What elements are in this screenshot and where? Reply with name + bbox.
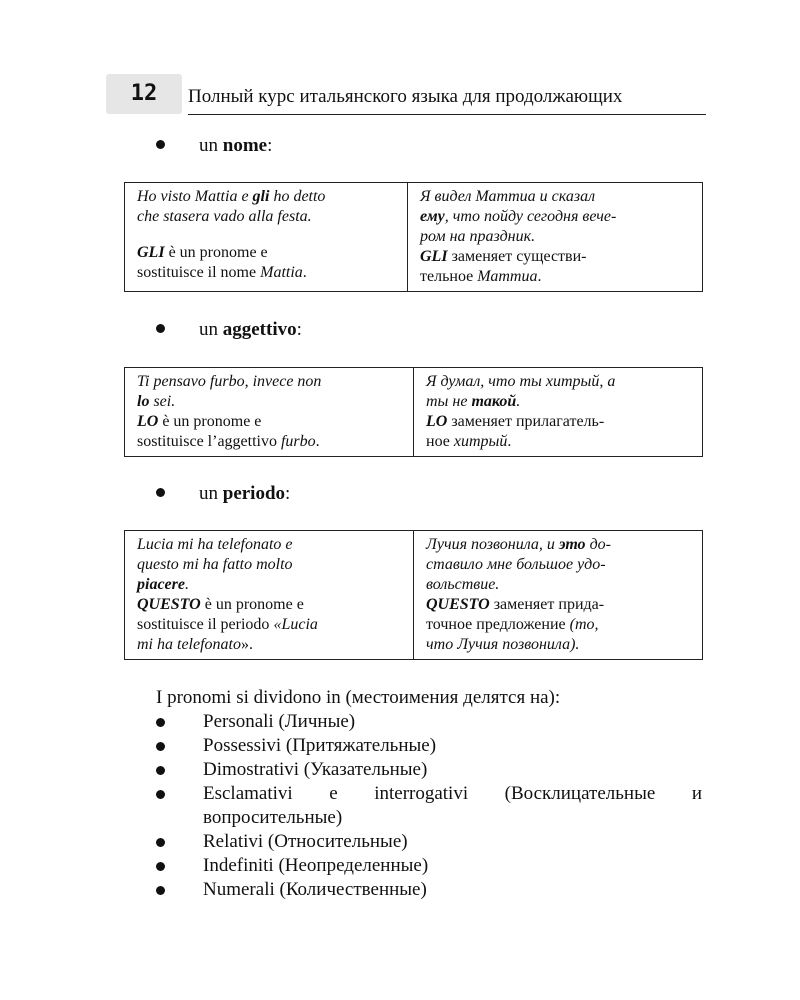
italian-cell xyxy=(125,368,414,457)
russian-line: тельное Маттиа. xyxy=(420,268,542,285)
bullet-icon xyxy=(156,838,165,847)
list-item: Dimostrativi (Указательные) xyxy=(156,758,702,782)
section-label-periodo: un periodo: xyxy=(156,482,290,506)
running-title: Полный курс итальянского языка для продолжающих xyxy=(188,84,706,115)
bullet-icon xyxy=(156,140,165,149)
list-item: Personali (Личные) xyxy=(156,710,702,734)
pronoun-types-list xyxy=(156,710,702,902)
russian-line: GLI заменяет существи- xyxy=(420,248,587,265)
italian-line: LO è un pronome e xyxy=(137,413,262,430)
list-item: Indefiniti (Неопределенные) xyxy=(156,854,702,878)
list-item: Relativi (Относительные) xyxy=(156,830,702,854)
bullet-icon xyxy=(156,862,165,871)
italian-line: Ti pensavo furbo, invece non xyxy=(137,373,322,390)
bullet-icon xyxy=(156,886,165,895)
bullet-icon xyxy=(156,324,165,333)
italian-line: QUESTO è un pronome e xyxy=(137,596,304,613)
example-table-aggettivo xyxy=(124,367,703,457)
russian-cell xyxy=(408,183,703,292)
russian-line: Я видел Маттиа и сказал xyxy=(420,188,596,205)
russian-line: точное предложение (то, xyxy=(426,616,599,633)
russian-cell xyxy=(414,368,703,457)
bullet-icon xyxy=(156,742,165,751)
russian-cell xyxy=(414,531,703,660)
italian-line: che stasera vado alla festa. xyxy=(137,208,312,225)
russian-line: ему, что пойду сегодня вече- xyxy=(420,208,617,225)
bullet-icon xyxy=(156,488,165,497)
list-item: Numerali (Количественные) xyxy=(156,878,702,902)
italian-line: piacere. xyxy=(137,576,189,593)
italian-line: GLI è un pronome e xyxy=(137,244,268,261)
russian-line: ставило мне большое удо- xyxy=(426,556,606,573)
section-label-nome: un nome: xyxy=(156,134,272,158)
page-header xyxy=(106,74,706,114)
italian-cell xyxy=(125,183,408,292)
example-table-nome xyxy=(124,182,703,292)
example-table-periodo xyxy=(124,530,703,660)
section-label-aggettivo: un aggettivo: xyxy=(156,318,302,342)
italian-line: mi ha telefonato». xyxy=(137,636,253,653)
italian-line: sostituisce l’aggettivo furbo. xyxy=(137,433,320,450)
list-item: Esclamativi e interrogativi (Восклицательные и вопросительные) xyxy=(156,782,702,830)
italian-line: sostituisce il nome Mattia. xyxy=(137,264,307,281)
russian-line: LO заменяет прилагатель- xyxy=(426,413,605,430)
russian-line: ром на праздник. xyxy=(420,228,536,245)
page-number: 12 xyxy=(106,74,182,114)
list-item: Possessivi (Притяжательные) xyxy=(156,734,702,758)
russian-line: ное хитрый. xyxy=(426,433,512,450)
italian-line: Lucia mi ha telefonato e xyxy=(137,536,293,553)
russian-line: что Лучия позвонила). xyxy=(426,636,580,653)
russian-line: Я думал, что ты хитрый, а xyxy=(426,373,616,390)
bullet-icon xyxy=(156,718,165,727)
pronoun-types-intro: I pronomi si dividono in (местоимения делятся на): xyxy=(156,687,561,708)
russian-line: QUESTO заменяет прида- xyxy=(426,596,605,613)
russian-line: Лучия позвонила, и это до- xyxy=(426,536,611,553)
bullet-icon xyxy=(156,790,165,799)
italian-cell xyxy=(125,531,414,660)
russian-line: ты не такой. xyxy=(426,393,521,410)
italian-line: questo mi ha fatto molto xyxy=(137,556,293,573)
russian-line: вольствие. xyxy=(426,576,500,593)
bullet-icon xyxy=(156,766,165,775)
italian-line: lo sei. xyxy=(137,393,176,410)
italian-line: sostituisce il periodo «Lucia xyxy=(137,616,318,633)
italian-line: Ho visto Mattia e gli ho detto xyxy=(137,188,326,205)
